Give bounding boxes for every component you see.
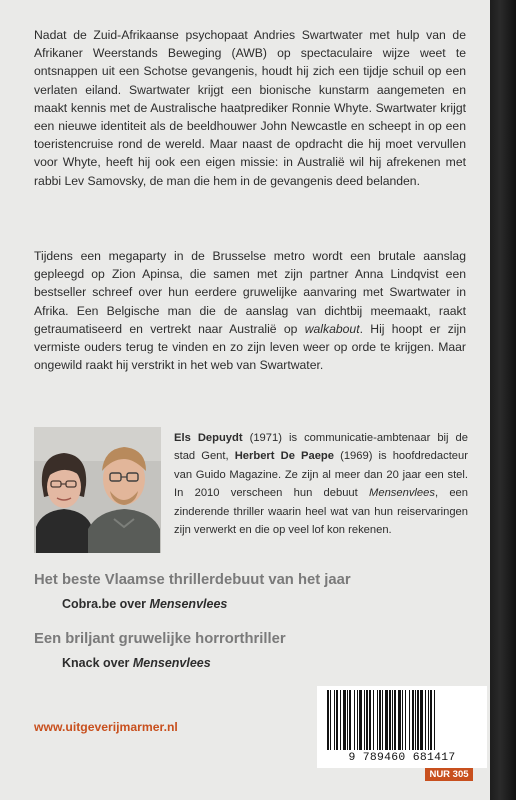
description-italic-word: walkabout bbox=[304, 321, 360, 336]
quote-source-book: Mensenvlees bbox=[149, 597, 228, 611]
book-spine bbox=[490, 0, 516, 800]
quote-source-2 bbox=[62, 656, 211, 670]
publisher-website[interactable]: www.uitgeverijmarmer.nl bbox=[34, 720, 178, 734]
debut-title: Mensenvlees bbox=[369, 487, 435, 500]
quote-source-1 bbox=[62, 597, 227, 611]
barcode-block bbox=[317, 686, 487, 782]
description-text: Tijdens een megaparty in de Brusselse metro wordt een brutale aanslag gepleegd op Zion Apinsa, die samen met zijn partner Anna Lindqvist een bestseller schreef over hun eerdere gruwelijke aanvaring met Swartwater in Afrika. Een Belgische man die de aanslag van dichtbij meemaakt, raakt getraumatiseerd en vertrekt naar Australië op bbox=[34, 249, 466, 336]
quote-source-book: Mensenvlees bbox=[132, 656, 211, 670]
bio-text: , een zinderende thriller waarin heel wat van hun reiservaringen zijn verwerkt en die op veel lof kon rekenen. bbox=[174, 487, 468, 537]
description-paragraph-1: Nadat de Zuid-Afrikaanse psychopaat Andries Swartwater met hulp van de Afrikaner Weerstands Beweging (AWB) op spectaculaire wijze weet te ontsnappen uit een Schotse gevangenis, houdt hij zich een tijdje schuil op een verlaten eiland. Swartwater krijgt een bionische kunstarm aangemeten en maakt kennis met de Australische haatprediker Ronnie Whyte. Swartwater krijgt een nieuwe identiteit als de beeldhouwer John Newcastle en scheept in op een toeristencruise rond de wereld. Maar naast de opdracht die hij moet vervullen voor Whyte, heeft hij ook een eigen missie: in Australië wil hij afrekenen met rabbi Lev Samovsky, de man die hem in de gevangenis deed belanden. bbox=[34, 28, 466, 188]
quote-source-prefix: Cobra.be over bbox=[62, 597, 150, 611]
description-text: . Hij hoopt er zijn vermiste ouders terug te vinden en zo zijn leven weer op orde te krijgen. Maar ongewild raakt hij verstrikt in het web van Swartwater. bbox=[34, 321, 466, 373]
quote-source-prefix: Knack over bbox=[62, 656, 133, 670]
barcode-panel bbox=[317, 686, 487, 768]
author-bio bbox=[174, 429, 468, 539]
author-photo bbox=[34, 427, 161, 553]
author-name-2: Herbert De Paepe bbox=[234, 450, 334, 463]
isbn-number: 9 789460 681417 bbox=[348, 752, 456, 764]
description-paragraph-2 bbox=[34, 247, 466, 374]
bio-text: (1969) is hoofdredacteur van Guido Magazine. Ze zijn al meer dan 20 jaar een stel. In 2010 verscheen hun debuut bbox=[174, 450, 468, 500]
nur-code: NUR 305 bbox=[425, 768, 473, 781]
quote-headline-2: Een briljant gruwelijke horrorthriller bbox=[34, 631, 286, 647]
author-photo-illustration bbox=[34, 427, 161, 553]
quote-headline-1: Het beste Vlaamse thrillerdebuut van het jaar bbox=[34, 572, 351, 588]
author-name-1: Els Depuydt bbox=[174, 432, 243, 444]
barcode-bars bbox=[317, 686, 487, 752]
bio-text: (1971) is communicatie-ambtenaar bij de stad Gent, bbox=[174, 432, 468, 463]
